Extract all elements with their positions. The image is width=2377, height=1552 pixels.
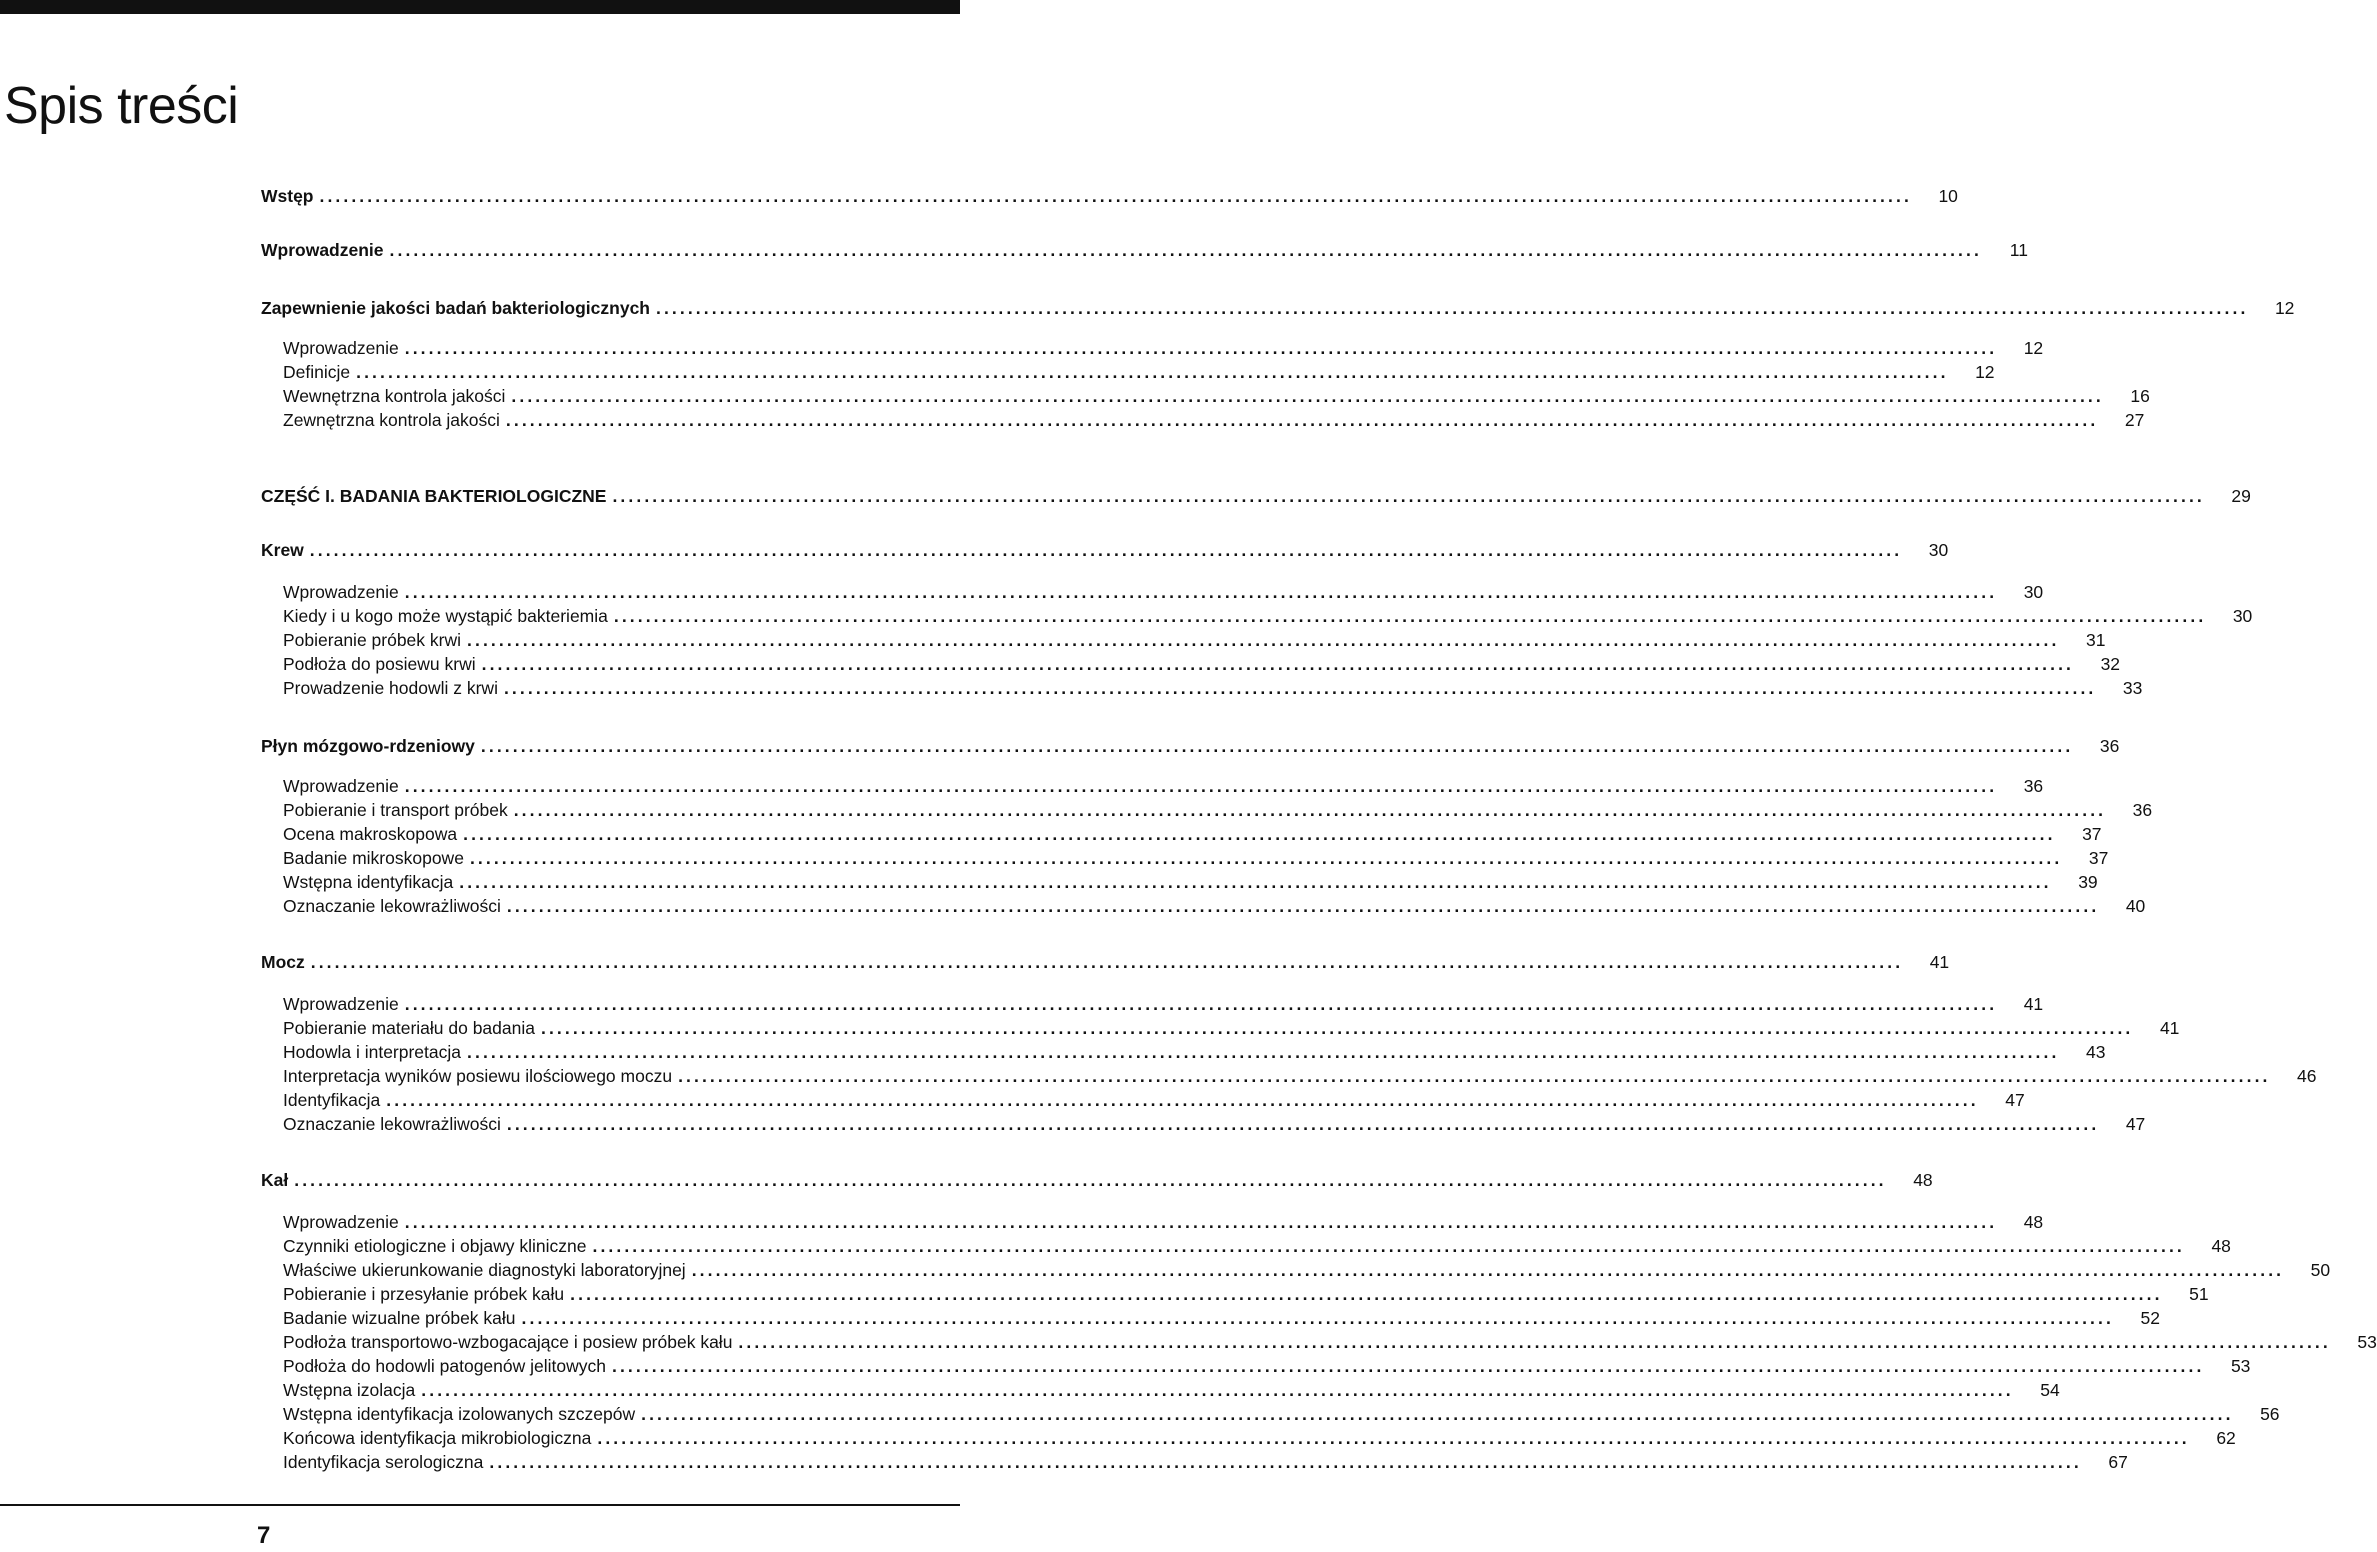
toc-entry-label: Wprowadzenie bbox=[283, 994, 399, 1014]
toc-section bbox=[283, 360, 1995, 384]
toc-entry-page: 36 bbox=[2023, 776, 2044, 796]
toc-section bbox=[283, 992, 2044, 1016]
dot-leader: ........................................................................................................................................................................................................ bbox=[503, 678, 2097, 698]
toc-entry-label: Oznaczanie lekowrażliwości bbox=[283, 896, 501, 916]
dot-leader: ........................................................................................................................................................................................................ bbox=[404, 582, 1998, 602]
toc-entry-label: Końcowa identyfikacja mikrobiologiczna bbox=[283, 1428, 592, 1448]
toc-entry-label: Wewnętrzna kontrola jakości bbox=[283, 386, 506, 406]
toc-entry-page: 51 bbox=[2189, 1284, 2209, 1304]
toc-entry-label: Identyfikacja bbox=[283, 1090, 381, 1110]
toc-entry-page: 52 bbox=[2140, 1308, 2160, 1328]
toc-entry-page: 50 bbox=[2310, 1260, 2331, 1280]
dot-leader: ........................................................................................................................................................................................................ bbox=[389, 240, 1982, 260]
toc-entry-page: 40 bbox=[2125, 896, 2146, 916]
toc-entry-label: Ocena makroskopowa bbox=[283, 824, 458, 844]
toc-section bbox=[283, 1112, 2146, 1136]
dot-leader: ........................................................................................................................................................................................................ bbox=[540, 1018, 2134, 1038]
dot-leader: ........................................................................................................................................................................................................ bbox=[641, 1404, 2234, 1424]
toc-chapter bbox=[261, 484, 2251, 508]
toc-section bbox=[283, 1450, 2128, 1474]
toc-section bbox=[283, 580, 2044, 604]
toc-entry-label: Czynniki etiologiczne i objawy kliniczne bbox=[283, 1236, 587, 1256]
toc-section bbox=[283, 628, 2106, 652]
dot-leader: ........................................................................................................................................................................................................ bbox=[592, 1236, 2185, 1256]
toc-entry-label: Krew bbox=[261, 540, 304, 560]
toc-section bbox=[283, 1234, 2231, 1258]
dot-leader: ........................................................................................................................................................................................................ bbox=[459, 872, 2052, 892]
dot-leader: ........................................................................................................................................................................................................ bbox=[506, 896, 2100, 916]
dot-leader: ........................................................................................................................................................................................................ bbox=[613, 606, 2207, 626]
dot-leader: ........................................................................................................................................................................................................ bbox=[480, 736, 2074, 756]
dot-leader: ........................................................................................................................................................................................................ bbox=[597, 1428, 2190, 1448]
toc-section bbox=[283, 1330, 2377, 1354]
toc-entry-page: 30 bbox=[1928, 540, 1949, 560]
toc-entry-label: Wprowadzenie bbox=[283, 582, 399, 602]
toc-section bbox=[283, 408, 2145, 432]
dot-leader: ........................................................................................................................................................................................................ bbox=[309, 540, 1903, 560]
toc-entry-page: 12 bbox=[2023, 338, 2044, 358]
toc-entry-page: 33 bbox=[2122, 678, 2143, 698]
toc-section bbox=[283, 1426, 2236, 1450]
page-number: 7 bbox=[257, 1522, 271, 1549]
toc-section bbox=[283, 1088, 2025, 1112]
toc-section bbox=[283, 1064, 2317, 1088]
toc-entry-page: 12 bbox=[2274, 298, 2295, 318]
toc-chapter bbox=[261, 296, 2295, 320]
toc-entry-label: Kiedy i u kogo może wystąpić bakteriemia bbox=[283, 606, 608, 626]
toc-section bbox=[283, 846, 2109, 870]
toc-chapter bbox=[261, 950, 1950, 974]
toc-chapter bbox=[261, 184, 1958, 208]
toc-chapter bbox=[261, 734, 2120, 758]
toc-entry-label: Pobieranie materiału do badania bbox=[283, 1018, 535, 1038]
toc-entry-label: Zapewnienie jakości badań bakteriologicznych bbox=[261, 298, 650, 318]
toc-entry-page: 47 bbox=[2005, 1090, 2025, 1110]
toc-section bbox=[283, 1354, 2251, 1378]
dot-leader: ........................................................................................................................................................................................................ bbox=[404, 994, 1998, 1014]
dot-leader: ........................................................................................................................................................................................................ bbox=[386, 1090, 1979, 1110]
toc-entry-page: 48 bbox=[2211, 1236, 2231, 1256]
toc-chapter bbox=[261, 238, 2028, 262]
toc-entry-page: 54 bbox=[2040, 1380, 2060, 1400]
toc-chapter bbox=[261, 538, 1949, 562]
dot-leader: ........................................................................................................................................................................................................ bbox=[656, 298, 2249, 318]
dot-leader: ........................................................................................................................................................................................................ bbox=[513, 800, 2107, 820]
toc-entry-page: 41 bbox=[1929, 952, 1950, 972]
toc-section bbox=[283, 1258, 2331, 1282]
toc-entry-label: Mocz bbox=[261, 952, 305, 972]
toc-entry-page: 16 bbox=[2130, 386, 2150, 406]
toc-entry-page: 53 bbox=[2357, 1332, 2377, 1352]
toc-section bbox=[283, 1040, 2106, 1064]
toc-entry-label: Identyfikacja serologiczna bbox=[283, 1452, 484, 1472]
dot-leader: ........................................................................................................................................................................................................ bbox=[481, 654, 2075, 674]
toc-entry-label: Podłoża do hodowli patogenów jelitowych bbox=[283, 1356, 606, 1376]
toc-entry-label: Podłoża do posiewu krwi bbox=[283, 654, 476, 674]
dot-leader: ........................................................................................................................................................................................................ bbox=[678, 1066, 2271, 1086]
toc-section bbox=[283, 870, 2098, 894]
toc-entry-page: 36 bbox=[2132, 800, 2153, 820]
toc-entry-label: Pobieranie i przesyłanie próbek kału bbox=[283, 1284, 565, 1304]
toc-section bbox=[283, 652, 2121, 676]
toc-section bbox=[283, 604, 2253, 628]
dot-leader: ........................................................................................................................................................................................................ bbox=[294, 1170, 1887, 1190]
dot-leader: ........................................................................................................................................................................................................ bbox=[404, 776, 1998, 796]
dot-leader: ........................................................................................................................................................................................................ bbox=[356, 362, 1949, 382]
toc-entry-page: 30 bbox=[2023, 582, 2044, 602]
toc-section bbox=[283, 336, 2044, 360]
toc-entry-label: Wstępna izolacja bbox=[283, 1380, 416, 1400]
toc-entry-page: 39 bbox=[2078, 872, 2098, 892]
toc-section bbox=[283, 798, 2153, 822]
toc-entry-page: 46 bbox=[2297, 1066, 2317, 1086]
toc-entry-page: 31 bbox=[2085, 630, 2106, 650]
toc-entry-page: 56 bbox=[2260, 1404, 2280, 1424]
dot-leader: ........................................................................................................................................................................................................ bbox=[506, 1114, 2100, 1134]
dot-leader: ........................................................................................................................................................................................................ bbox=[612, 486, 2205, 506]
toc-entry-label: Definicje bbox=[283, 362, 351, 382]
toc-entry-label: Zewnętrzna kontrola jakości bbox=[283, 410, 500, 430]
dot-leader: ........................................................................................................................................................................................................ bbox=[463, 824, 2056, 844]
toc-entry-page: 32 bbox=[2100, 654, 2121, 674]
toc-entry-page: 41 bbox=[2159, 1018, 2180, 1038]
toc-entry-page: 37 bbox=[2082, 824, 2102, 844]
toc-entry-label: Płyn mózgowo-rdzeniowy bbox=[261, 736, 475, 756]
toc-entry-page: 10 bbox=[1938, 186, 1958, 206]
dot-leader: ........................................................................................................................................................................................................ bbox=[404, 1212, 1998, 1232]
toc-entry-label: Badanie wizualne próbek kału bbox=[283, 1308, 516, 1328]
toc-entry-page: 48 bbox=[2023, 1212, 2044, 1232]
toc-entry-label: Podłoża transportowo-wzbogacające i posiew próbek kału bbox=[283, 1332, 733, 1352]
toc-entry-page: 48 bbox=[1913, 1170, 1933, 1190]
toc-entry-label: Prowadzenie hodowli z krwi bbox=[283, 678, 498, 698]
toc-entry-page: 11 bbox=[2009, 240, 2028, 260]
toc-entry-page: 30 bbox=[2232, 606, 2253, 626]
toc-entry-page: 62 bbox=[2216, 1428, 2236, 1448]
dot-leader: ........................................................................................................................................................................................................ bbox=[521, 1308, 2114, 1328]
toc-entry-label: Pobieranie próbek krwi bbox=[283, 630, 462, 650]
toc-section bbox=[283, 774, 2044, 798]
dot-leader: ........................................................................................................................................................................................................ bbox=[467, 1042, 2060, 1062]
toc-entry-label: Kał bbox=[261, 1170, 289, 1190]
toc-entry-page: 67 bbox=[2108, 1452, 2128, 1472]
dot-leader: ........................................................................................................................................................................................................ bbox=[738, 1332, 2331, 1352]
dot-leader: ........................................................................................................................................................................................................ bbox=[489, 1452, 2082, 1472]
toc-entry-label: Wprowadzenie bbox=[283, 338, 399, 358]
toc-entry-page: 36 bbox=[2099, 736, 2120, 756]
toc-entry-page: 37 bbox=[2088, 848, 2109, 868]
toc-section bbox=[283, 1378, 2060, 1402]
toc-entry-label: Wstępna identyfikacja izolowanych szczepów bbox=[283, 1404, 636, 1424]
dot-leader: ........................................................................................................................................................................................................ bbox=[570, 1284, 2163, 1304]
dot-leader: ........................................................................................................................................................................................................ bbox=[467, 630, 2060, 650]
toc-entry-page: 12 bbox=[1975, 362, 1995, 382]
toc-entry-page: 29 bbox=[2231, 486, 2251, 506]
toc-section bbox=[283, 822, 2102, 846]
toc-section bbox=[283, 676, 2143, 700]
toc-entry-label: Oznaczanie lekowrażliwości bbox=[283, 1114, 501, 1134]
toc-entry-label: Wstęp bbox=[261, 186, 314, 206]
toc-section bbox=[283, 1016, 2180, 1040]
toc-entry-label: Wstępna identyfikacja bbox=[283, 872, 454, 892]
toc-entry-label: Interpretacja wyników posiewu ilościowego moczu bbox=[283, 1066, 673, 1086]
toc-entry-label: Wprowadzenie bbox=[283, 776, 399, 796]
toc-entry-page: 27 bbox=[2124, 410, 2145, 430]
dot-leader: ........................................................................................................................................................................................................ bbox=[404, 338, 1998, 358]
toc-chapter bbox=[261, 1168, 1933, 1192]
bottom-rule bbox=[0, 1504, 960, 1506]
page-title: Spis treści bbox=[4, 77, 239, 135]
dot-leader: ........................................................................................................................................................................................................ bbox=[319, 186, 1912, 206]
toc-entry-label: Hodowla i interpretacja bbox=[283, 1042, 462, 1062]
dot-leader: ........................................................................................................................................................................................................ bbox=[469, 848, 2063, 868]
toc-entry-label: Wprowadzenie bbox=[283, 1212, 399, 1232]
toc-section bbox=[283, 1282, 2209, 1306]
dot-leader: ........................................................................................................................................................................................................ bbox=[511, 386, 2104, 406]
dot-leader: ........................................................................................................................................................................................................ bbox=[421, 1380, 2014, 1400]
toc-section bbox=[283, 894, 2146, 918]
toc-entry-label: Pobieranie i transport próbek bbox=[283, 800, 508, 820]
toc-entry-label: Wprowadzenie bbox=[261, 240, 384, 260]
toc-section bbox=[283, 1306, 2160, 1330]
dot-leader: ........................................................................................................................................................................................................ bbox=[612, 1356, 2205, 1376]
toc-entry-label: Właściwe ukierunkowanie diagnostyki laboratoryjnej bbox=[283, 1260, 686, 1280]
dot-leader: ........................................................................................................................................................................................................ bbox=[505, 410, 2099, 430]
dot-leader: ........................................................................................................................................................................................................ bbox=[691, 1260, 2285, 1280]
toc-entry-page: 41 bbox=[2023, 994, 2044, 1014]
toc-entry-label: Badanie mikroskopowe bbox=[283, 848, 464, 868]
toc-section bbox=[283, 384, 2150, 408]
toc-entry-page: 43 bbox=[2085, 1042, 2106, 1062]
toc-section bbox=[283, 1402, 2280, 1426]
toc-entry-label: CZĘŚĆ I. BADANIA BAKTERIOLOGICZNE bbox=[261, 486, 607, 506]
toc-section bbox=[283, 1210, 2044, 1234]
toc-entry-page: 47 bbox=[2125, 1114, 2146, 1134]
toc-entry-page: 53 bbox=[2230, 1356, 2251, 1376]
dot-leader: ........................................................................................................................................................................................................ bbox=[310, 952, 1904, 972]
